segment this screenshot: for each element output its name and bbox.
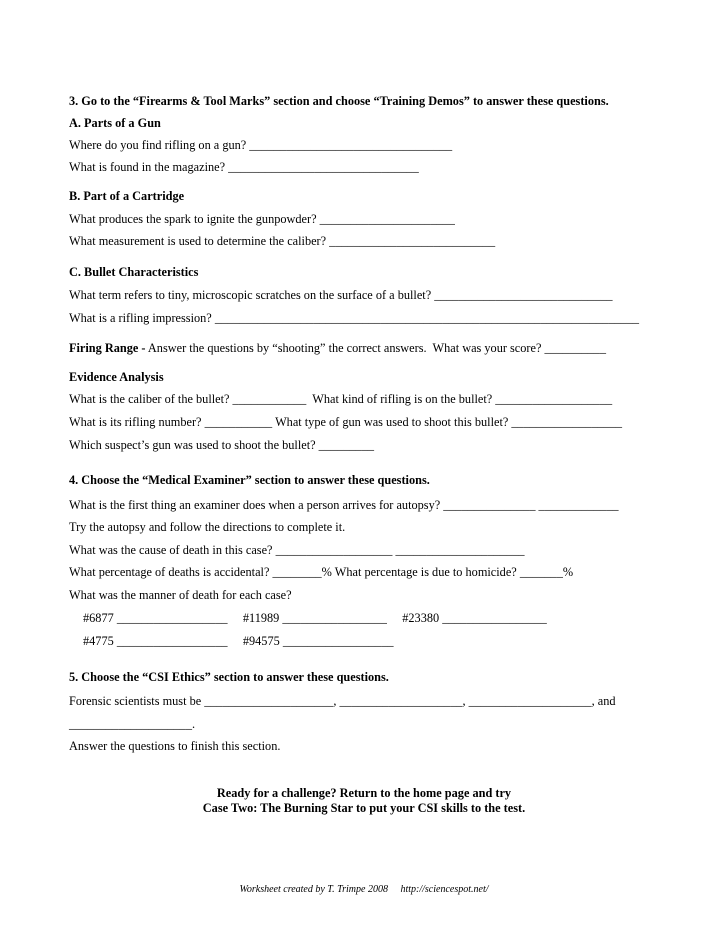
question-scratches-term: What term refers to tiny, microscopic scratches on the surface of a bullet? _____________________________	[69, 288, 613, 302]
question-manner-of-death: What was the manner of death for each case?	[69, 588, 292, 602]
parts-of-gun-title: A. Parts of a Gun	[69, 116, 161, 130]
bullet-characteristics-title: C. Bullet Characteristics	[69, 265, 199, 279]
firing-range-label: Firing Range -	[69, 341, 146, 355]
question-rifling-location: Where do you find rifling on a gun? _________________________________	[69, 138, 453, 152]
question-first-thing-examiner: What is the first thing an examiner does when a person arrives for autopsy? _______________ _____________	[69, 498, 619, 512]
question-magazine: What is found in the magazine? _______________________________	[69, 160, 419, 174]
question-rifling-number-gun-type: What is its rifling number? ___________ What type of gun was used to shoot this bullet? __________________	[69, 415, 623, 429]
section-5-heading: 5. Choose the “CSI Ethics” section to answer these questions.	[69, 670, 389, 684]
firing-range-question	[69, 341, 606, 356]
case-numbers-row-2: #4775 __________________ #94575 __________________	[83, 634, 394, 648]
instruction-finish-section: Answer the questions to finish this section.	[69, 739, 281, 753]
question-cause-of-death: What was the cause of death in this case? ___________________ _____________________	[69, 543, 525, 557]
question-suspect-gun: Which suspect’s gun was used to shoot the bullet? _________	[69, 438, 374, 452]
worksheet-footer: Worksheet created by T. Trimpe 2008 http://sciencespot.net/	[239, 884, 489, 895]
firing-range-text: Answer the questions by “shooting” the correct answers. What was your score? __________	[145, 341, 606, 355]
question-forensic-scientists-must-be: Forensic scientists must be _____________________, ____________________, ____________________, and	[69, 694, 616, 708]
question-death-percentages: What percentage of deaths is accidental? ________% What percentage is due to homicide? _______%	[69, 565, 574, 579]
cartridge-title: B. Part of a Cartridge	[69, 189, 185, 203]
challenge-line-2: Case Two: The Burning Star to put your CSI skills to the test.	[202, 801, 526, 815]
section-3-heading: 3. Go to the “Firearms & Tool Marks” section and choose “Training Demos” to answer these questions.	[69, 94, 609, 108]
section-4-heading: 4. Choose the “Medical Examiner” section to answer these questions.	[69, 473, 430, 487]
question-rifling-impression: What is a rifling impression? _____________________________________________________________________	[69, 311, 640, 325]
question-caliber-rifling-kind: What is the caliber of the bullet? ____________ What kind of rifling is on the bullet? ___________________	[69, 392, 613, 406]
instruction-try-autopsy: Try the autopsy and follow the directions to complete it.	[69, 520, 346, 534]
question-spark: What produces the spark to ignite the gunpowder? ______________________	[69, 212, 455, 226]
question-caliber-measurement: What measurement is used to determine the caliber? ___________________________	[69, 234, 496, 248]
case-numbers-row-1: #6877 __________________ #11989 _________________ #23380 _________________	[83, 611, 547, 625]
evidence-analysis-title: Evidence Analysis	[69, 370, 164, 384]
question-forensic-continuation: ____________________.	[69, 717, 196, 731]
challenge-line-1: Ready for a challenge? Return to the home page and try	[216, 786, 512, 800]
